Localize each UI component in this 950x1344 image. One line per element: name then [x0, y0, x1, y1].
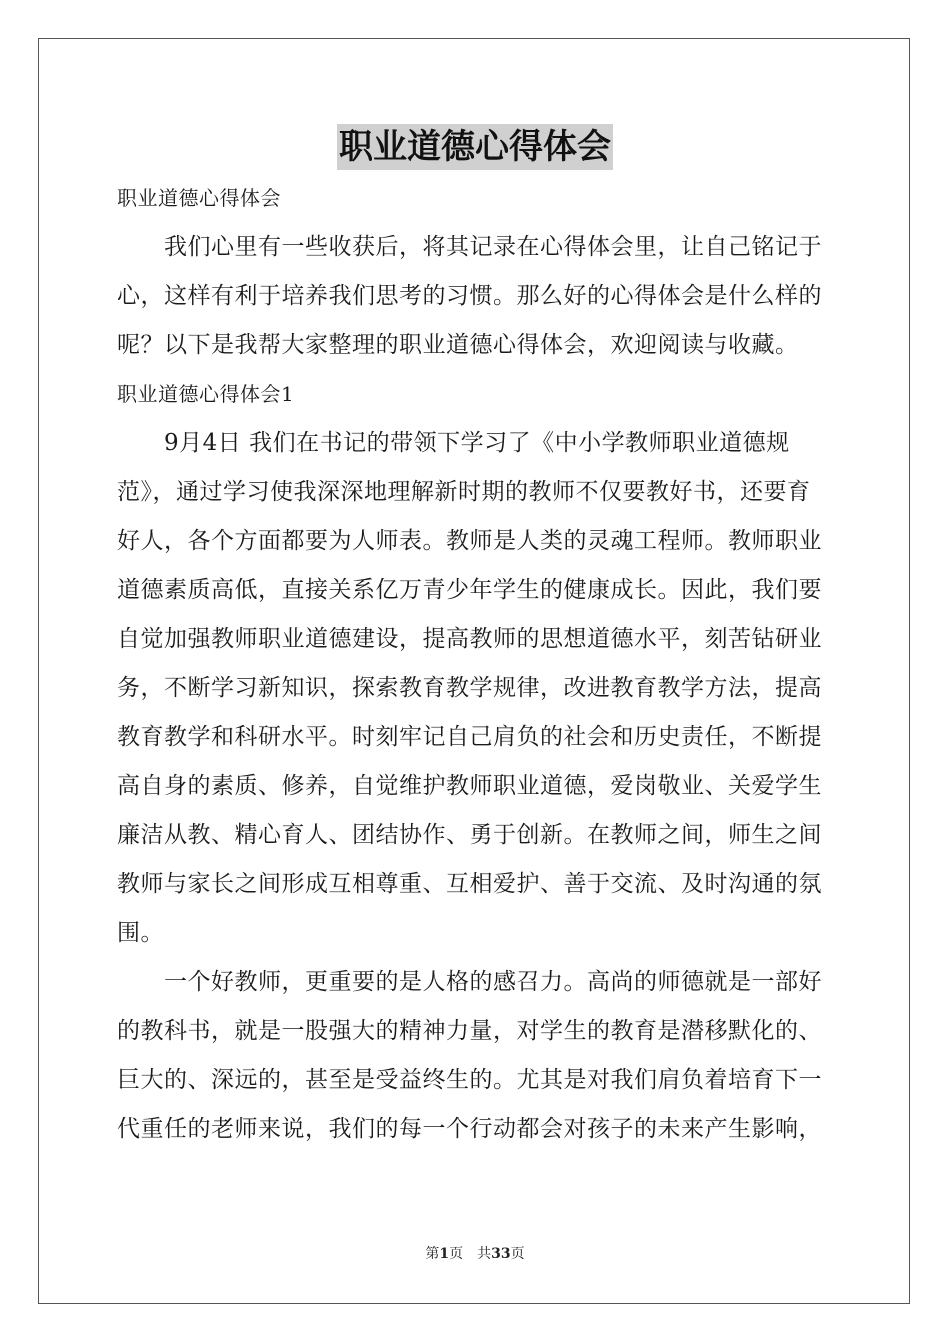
- paragraph-line: 好人，各个方面都要为人师表。教师是人类的灵魂工程师。教师职业: [117, 528, 822, 554]
- page-total: 33: [491, 1246, 511, 1262]
- paragraph-line: 的教科书，就是一股强大的精神力量，对学生的教育是潜移默化的、: [117, 1018, 822, 1044]
- paragraph-line: 廉洁从教、精心育人、团结协作、勇于创新。在教师之间，师生之间: [117, 822, 822, 848]
- paragraph-line: 自觉加强教师职业道德建设，提高教师的思想道德水平，刻苦钻研业: [117, 626, 822, 652]
- paragraph-line: 教师与家长之间形成互相尊重、互相爱护、善于交流、及时沟通的氛: [117, 871, 822, 897]
- title-wrapper: [0, 124, 950, 170]
- page-footer: [0, 1243, 950, 1263]
- section-heading: 职业道德心得体会1: [117, 382, 295, 406]
- paragraph-line: 高自身的素质、修养，自觉维护教师职业道德，爱岗敬业、关爱学生: [117, 773, 822, 799]
- page-mid: 页 共: [449, 1246, 492, 1262]
- paragraph-line: 呢？以下是我帮大家整理的职业道德心得体会，欢迎阅读与收藏。: [117, 332, 799, 358]
- paragraph-line: 心，这样有利于培养我们思考的习惯。那么好的心得体会是什么样的: [117, 283, 822, 309]
- paragraph-line: 教育教学和科研水平。时刻牢记自己肩负的社会和历史责任，不断提: [117, 724, 822, 750]
- paragraph-line: 围。: [117, 920, 164, 946]
- paragraph-line: 代重任的老师来说，我们的每一个行动都会对孩子的未来产生影响，: [117, 1116, 822, 1142]
- page-current: 1: [439, 1246, 450, 1262]
- paragraph-line: 道德素质高低，直接关系亿万青少年学生的健康成长。因此，我们要: [117, 577, 822, 603]
- paragraph-line: 9月4日 我们在书记的带领下学习了《中小学教师职业道德规: [164, 430, 790, 456]
- document-title: 职业道德心得体会: [337, 124, 613, 170]
- page-suffix: 页: [510, 1246, 525, 1262]
- paragraph-line: 一个好教师，更重要的是人格的感召力。高尚的师德就是一部好: [164, 969, 822, 995]
- paragraph-line: 务，不断学习新知识，探索教育教学规律，改进教育教学方法，提高: [117, 675, 822, 701]
- page-prefix: 第: [425, 1246, 440, 1262]
- paragraph-line: 我们心里有一些收获后，将其记录在心得体会里，让自己铭记于: [164, 234, 822, 260]
- paragraph-line: 巨大的、深远的，甚至是受益终生的。尤其是对我们肩负着培育下一: [117, 1067, 822, 1093]
- paragraph-line: 范》，通过学习使我深深地理解新时期的教师不仅要教好书，还要育: [117, 479, 811, 505]
- document-body: [117, 174, 833, 1154]
- section-heading: 职业道德心得体会: [117, 186, 281, 210]
